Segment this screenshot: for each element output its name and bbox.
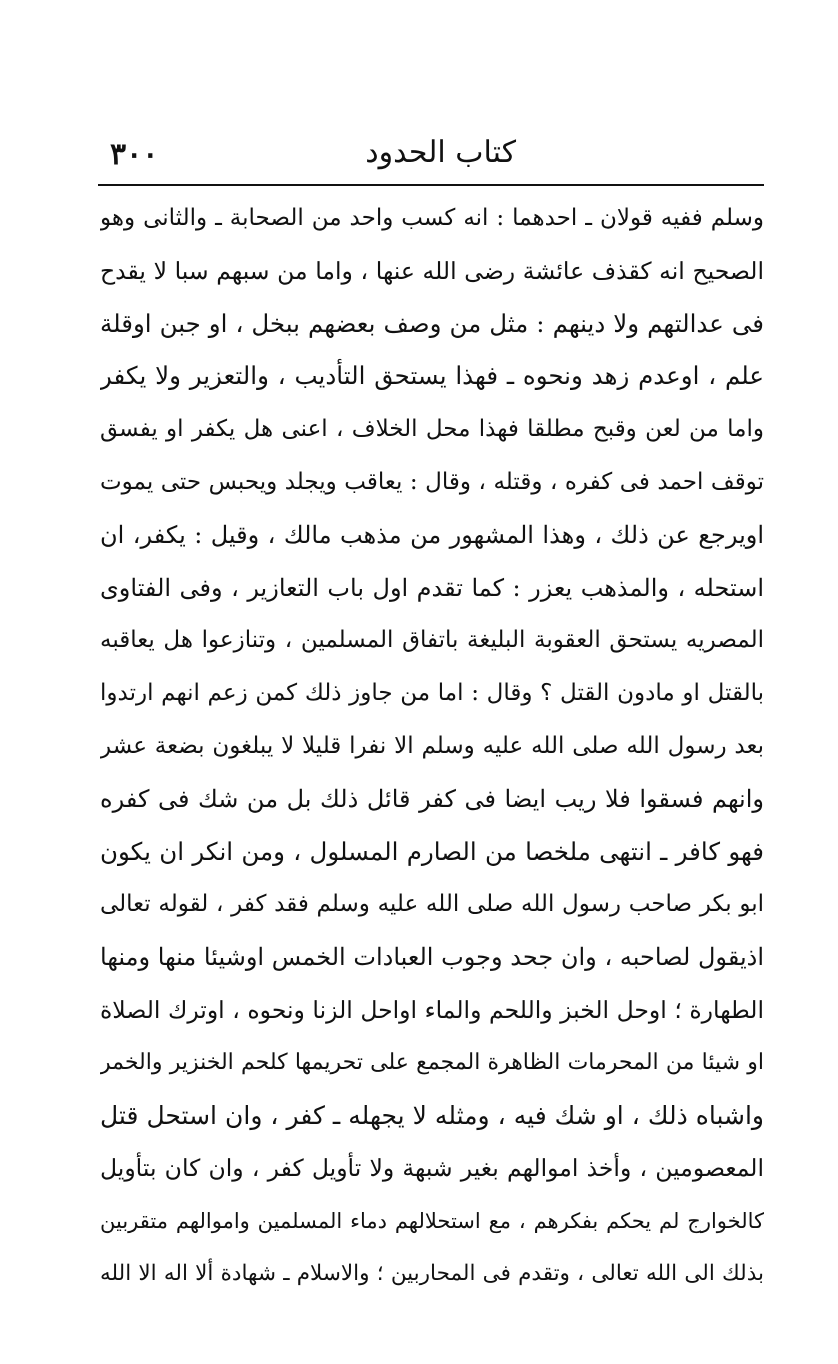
text-line: اذيقول لصاحبه ، وان جحد وجوب العبادات الخمس اوشيئا منها ومنها (100, 943, 764, 972)
text-line: وسلم ففيه قولان ـ احدهما : انه كسب واحد من الصحابة ـ والثانى وهو (100, 205, 764, 231)
text-line: فهو كافر ـ انتهى ملخصا من الصارم المسلول ، ومن انكر ان يكون (100, 836, 764, 866)
running-title: كتاب الحدود (365, 135, 516, 170)
text-line: بذلك الى الله تعالى ، وتقدم فى المحاربين ؛ والاسلام ـ شهادة ألا اله الا الله (100, 1260, 764, 1286)
text-line: فى عدالتهم ولا دينهم : مثل من وصف بعضهم ببخل ، او جبن اوقلة (100, 308, 764, 338)
text-line: اويرجع عن ذلك ، وهذا المشهور من مذهب مالك ، وقيل : يكفر، ان (100, 520, 764, 549)
text-line: المصريه يستحق العقوبة البليغة باتفاق المسلمين ، وتنازعوا هل يعاقبه (100, 627, 764, 654)
text-line: الصحيح انه كقذف عائشة رضى الله عنها ، واما من سبهم سبا لا يقدح (100, 256, 764, 285)
text-line: استحله ، والمذهب يعزر : كما تقدم اول باب التعازير ، وفى الفتاوى (100, 573, 764, 602)
header-rule (98, 184, 764, 186)
text-line: وانهم فسقوا فلا ريب ايضا فى كفر قائل ذلك بل من شك فى كفره (100, 784, 764, 813)
page-number: ٣٠٠ (110, 137, 159, 172)
text-line: بالقتل او مادون القتل ؟ وقال : اما من جاوز ذلك كمن زعم انهم ارتدوا (100, 680, 764, 707)
text-line: بعد رسول الله صلى الله عليه وسلم الا نفرا قليلا لا يبلغون بضعة عشر (100, 732, 764, 759)
text-line: توقف احمد فى كفره ، وقتله ، وقال : يعاقب ويجلد ويحبس حتى يموت (100, 468, 764, 495)
page-header (98, 132, 758, 176)
body-text (100, 192, 764, 1301)
text-line: واما من لعن وقبح مطلقا فهذا محل الخلاف ، اعنى هل يكفر او يفسق (100, 416, 764, 443)
text-line: المعصومين ، وأخذ اموالهم بغير شبهة ولا تأويل كفر ، وان كان بتأويل (100, 1154, 764, 1183)
text-line: علم ، اوعدم زهد ونحوه ـ فهذا يستحق التأديب ، والتعزير ولا يكفر (100, 361, 764, 391)
text-line: واشباه ذلك ، او شك فيه ، ومثله لا يجهله ـ كفر ، وان استحل قتل (100, 1100, 764, 1130)
text-line: الطهارة ؛ اوحل الخبز واللحم والماء اواحل الزنا ونحوه ، اوترك الصلاة (100, 995, 764, 1024)
text-line: او شيئا من المحرمات الظاهرة المجمع على تحريمها كلحم الخنزير والخمر (100, 1049, 764, 1075)
text-line: كالخوارج لم يحكم بفكرهم ، مع استحلالهم دماء المسلمين واموالهم متقربين (100, 1209, 764, 1234)
text-line: ابو بكر صاحب رسول الله صلى الله عليه وسلم فقد كفر ، لقوله تعالى (100, 891, 764, 918)
